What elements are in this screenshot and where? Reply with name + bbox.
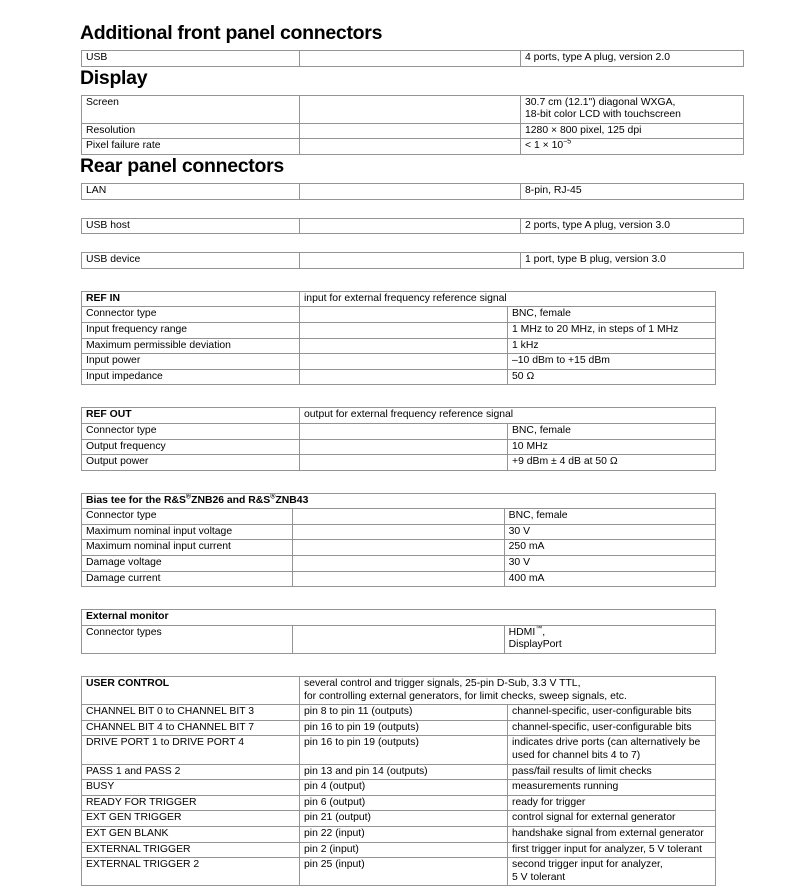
table-row (82, 307, 716, 323)
table-usb-host (81, 218, 744, 235)
table-header-row (82, 493, 716, 509)
row-label: Output power (82, 455, 300, 471)
row-label: Resolution (82, 123, 300, 139)
table-header-row (82, 610, 716, 626)
table-row (82, 625, 716, 653)
value-line: used for channel bits 4 to 7) (512, 750, 641, 761)
section-heading-display: Display (80, 66, 148, 89)
row-value (508, 858, 716, 886)
row-value: 50 Ω (508, 369, 716, 385)
row-value: +9 dBm ± 4 dB at 50 Ω (508, 455, 716, 471)
row-value (508, 736, 716, 764)
table-title: REF IN (82, 291, 300, 307)
value-line: 18-bit color LCD with touchscreen (525, 109, 681, 121)
table-user-control (81, 676, 716, 886)
row-label: Maximum nominal input current (82, 540, 293, 556)
table-header-row (82, 291, 716, 307)
table-description: input for external frequency reference signal (300, 291, 716, 307)
row-value: ready for trigger (508, 795, 716, 811)
table-spacer (80, 587, 715, 609)
table-row (82, 858, 716, 886)
table-row (82, 509, 716, 525)
table-title: USER CONTROL (82, 677, 300, 705)
row-value: 1 MHz to 20 MHz, in steps of 1 MHz (508, 322, 716, 338)
table-row (82, 123, 744, 139)
table-usb-device (81, 252, 744, 269)
row-value: 30 V (504, 524, 715, 540)
row-label: USB host (82, 218, 300, 234)
description-line: for controlling external generators, for limit checks, sweep signals, etc. (304, 690, 627, 702)
row-label: EXTERNAL TRIGGER 2 (82, 858, 300, 886)
value-line: 5 V tolerant (512, 871, 566, 883)
table-front-panel-usb (81, 50, 744, 67)
table-external-monitor (81, 609, 716, 654)
table-row (82, 253, 744, 269)
row-middle (300, 51, 521, 67)
row-pin: pin 16 to pin 19 (outputs) (300, 736, 508, 764)
row-pin: pin 8 to pin 11 (outputs) (300, 705, 508, 721)
row-value: 1 kHz (508, 338, 716, 354)
row-middle (300, 218, 521, 234)
row-label: Input frequency range (82, 322, 300, 338)
table-row (82, 842, 716, 858)
table-row (82, 764, 716, 780)
row-middle (300, 95, 521, 123)
row-value: first trigger input for analyzer, 5 V tolerant (508, 842, 716, 858)
row-middle (293, 571, 504, 587)
row-value: 250 mA (504, 540, 715, 556)
row-label: Connector types (82, 625, 293, 653)
row-label: CHANNEL BIT 4 to CHANNEL BIT 7 (82, 720, 300, 736)
row-pin: pin 6 (output) (300, 795, 508, 811)
row-label: Input impedance (82, 369, 300, 385)
row-middle (300, 338, 508, 354)
row-label: EXTERNAL TRIGGER (82, 842, 300, 858)
row-middle (300, 123, 521, 139)
row-value: 10 MHz (508, 439, 716, 455)
row-label: Maximum permissible deviation (82, 338, 300, 354)
row-label: Pixel failure rate (82, 139, 300, 155)
row-value: handshake signal from external generator (508, 826, 716, 842)
row-middle (293, 524, 504, 540)
table-spacer (80, 654, 715, 676)
row-label: Screen (82, 95, 300, 123)
row-value: < $1 \times 10^{-5}$ (521, 139, 744, 155)
row-value: 1280 × 800 pixel, 125 dpi (521, 123, 744, 139)
table-row (82, 795, 716, 811)
table-title: Bias tee for the R&S®ZNB26 and R&S®ZNB43 (82, 493, 716, 509)
row-value: BNC, female (508, 307, 716, 323)
table-row (82, 218, 744, 234)
row-value (521, 95, 744, 123)
row-middle (293, 540, 504, 556)
table-spacer (80, 471, 715, 493)
table-spacer (80, 385, 715, 407)
row-label: Damage current (82, 571, 293, 587)
table-row (82, 183, 744, 199)
row-value: –10 dBm to +15 dBm (508, 354, 716, 370)
row-label: DRIVE PORT 1 to DRIVE PORT 4 (82, 736, 300, 764)
row-value: measurements running (508, 780, 716, 796)
row-middle (300, 439, 508, 455)
row-label: CHANNEL BIT 0 to CHANNEL BIT 3 (82, 705, 300, 721)
row-label: READY FOR TRIGGER (82, 795, 300, 811)
row-pin: pin 13 and pin 14 (outputs) (300, 764, 508, 780)
page-title: Additional front panel connectors (80, 22, 383, 44)
section-heading-rear-panel: Rear panel connectors (80, 154, 284, 177)
table-ref-out (81, 407, 716, 470)
table-display (81, 95, 744, 155)
row-label: Output frequency (82, 439, 300, 455)
row-label: BUSY (82, 780, 300, 796)
row-label: Connector type (82, 423, 300, 439)
row-label: Connector type (82, 307, 300, 323)
table-ref-in (81, 291, 716, 386)
row-value: 1 port, type B plug, version 3.0 (521, 253, 744, 269)
row-middle (300, 423, 508, 439)
table-row (82, 571, 716, 587)
row-middle (300, 253, 521, 269)
table-description (300, 677, 716, 705)
row-middle (300, 183, 521, 199)
row-pin: pin 16 to pin 19 (outputs) (300, 720, 508, 736)
row-middle (300, 307, 508, 323)
row-label: Input power (82, 354, 300, 370)
row-label: EXT GEN BLANK (82, 826, 300, 842)
row-value: 4 ports, type A plug, version 2.0 (521, 51, 744, 67)
table-row (82, 540, 716, 556)
table-header-row (82, 677, 716, 705)
table-row (82, 95, 744, 123)
row-middle (293, 556, 504, 572)
value-line: 30.7 cm (12.1") diagonal WXGA, (525, 96, 676, 108)
table-description: output for external frequency reference signal (300, 408, 716, 424)
row-pin: pin 22 (input) (300, 826, 508, 842)
table-spacer (80, 234, 715, 252)
table-bias-tee (81, 493, 716, 588)
row-value: 400 mA (504, 571, 715, 587)
table-row (82, 720, 716, 736)
row-middle (300, 322, 508, 338)
row-value: 30 V (504, 556, 715, 572)
table-row (82, 811, 716, 827)
table-row (82, 524, 716, 540)
row-pin: pin 4 (output) (300, 780, 508, 796)
table-row (82, 780, 716, 796)
table-lan (81, 183, 744, 200)
table-row (82, 556, 716, 572)
table-row (82, 423, 716, 439)
table-row (82, 322, 716, 338)
row-pin: pin 25 (input) (300, 858, 508, 886)
table-row (82, 439, 716, 455)
table-row (82, 705, 716, 721)
table-row (82, 51, 744, 67)
row-label: Damage voltage (82, 556, 293, 572)
row-label: USB (82, 51, 300, 67)
row-label: Connector type (82, 509, 293, 525)
table-row (82, 139, 744, 155)
row-value: control signal for external generator (508, 811, 716, 827)
row-middle (300, 354, 508, 370)
row-value: channel-specific, user-configurable bits (508, 705, 716, 721)
table-spacer (80, 200, 715, 218)
row-pin: pin 2 (input) (300, 842, 508, 858)
table-title: REF OUT (82, 408, 300, 424)
row-value: 2 ports, type A plug, version 3.0 (521, 218, 744, 234)
table-row (82, 338, 716, 354)
row-middle (293, 509, 504, 525)
row-label: LAN (82, 183, 300, 199)
row-label: EXT GEN TRIGGER (82, 811, 300, 827)
row-middle (300, 455, 508, 471)
row-value: BNC, female (504, 509, 715, 525)
row-label: USB device (82, 253, 300, 269)
row-label: PASS 1 and PASS 2 (82, 764, 300, 780)
table-row (82, 736, 716, 764)
table-row (82, 826, 716, 842)
row-middle (300, 369, 508, 385)
row-pin: pin 21 (output) (300, 811, 508, 827)
row-middle (293, 625, 504, 653)
row-label: Maximum nominal input voltage (82, 524, 293, 540)
table-title: External monitor (82, 610, 716, 626)
table-row (82, 354, 716, 370)
row-middle (300, 139, 521, 155)
table-row (82, 369, 716, 385)
row-value: pass/fail results of limit checks (508, 764, 716, 780)
value-line: indicates drive ports (can alternatively be (512, 737, 701, 749)
row-value: HDMI™, DisplayPort (504, 625, 715, 653)
value-line: second trigger input for analyzer, (512, 859, 663, 871)
table-row (82, 455, 716, 471)
row-value: BNC, female (508, 423, 716, 439)
table-spacer (80, 269, 715, 291)
row-value: channel-specific, user-configurable bits (508, 720, 716, 736)
row-value: 8-pin, RJ-45 (521, 183, 744, 199)
description-line: several control and trigger signals, 25-pin D-Sub, 3.3 V TTL, (304, 678, 581, 690)
table-header-row (82, 408, 716, 424)
